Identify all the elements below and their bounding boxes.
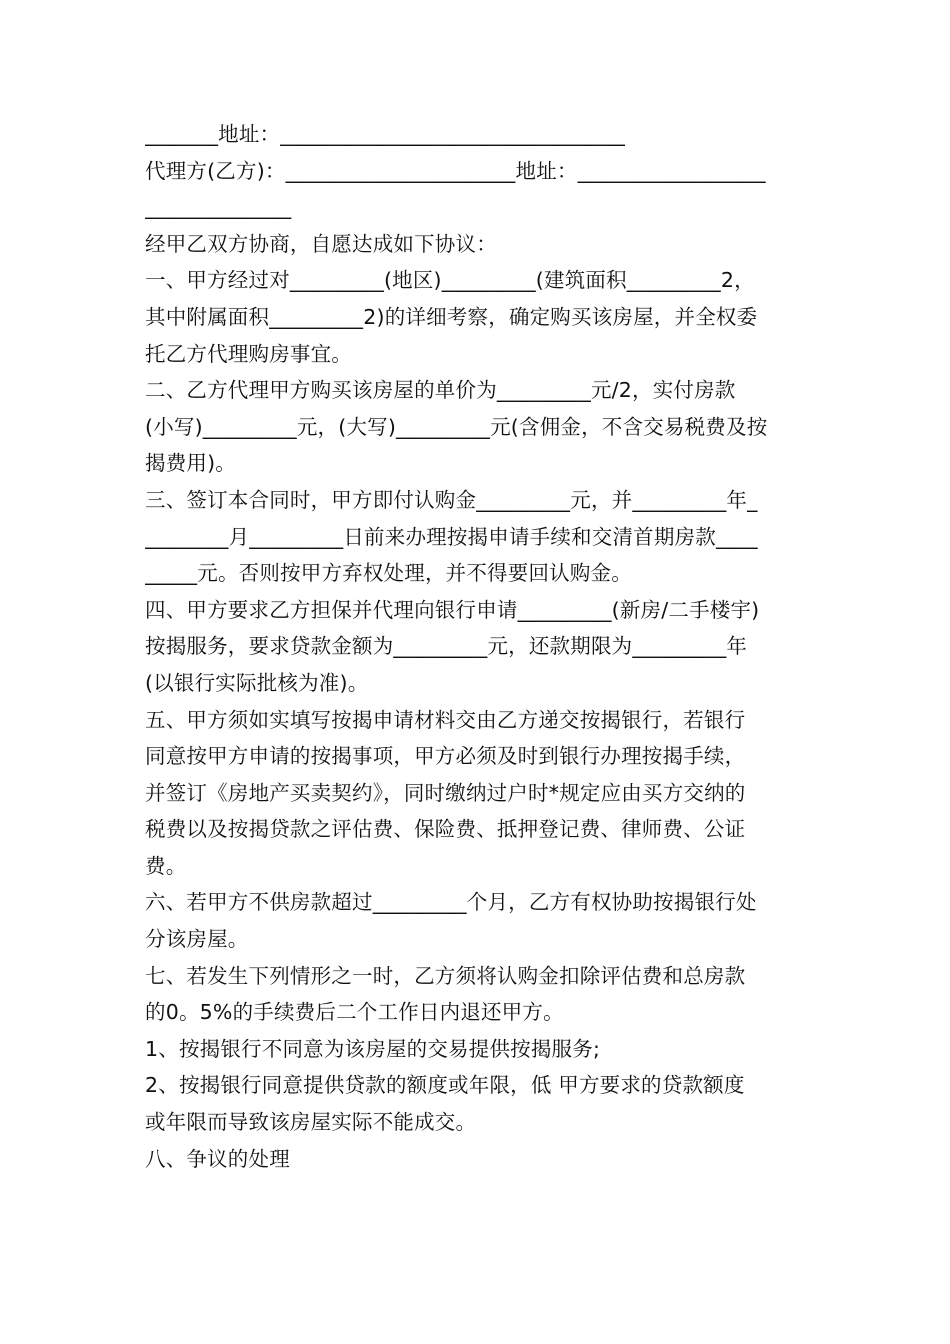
clause-5-line-2: 同意按甲方申请的按揭事项，甲方必须及时到银行办理按揭手续， (145, 744, 746, 769)
clause-2-line-1: 二、乙方代理甲方购买该房屋的单价为_________元/2，实付房款 (145, 378, 736, 403)
clause-6-line-1: 六、若甲方不供房款超过_________个月，乙方有权协助按揭银行处 (145, 890, 757, 915)
clause-7-item-2-line-1: 2、按揭银行同意提供贷款的额度或年限，低 甲方要求的贷款额度 (145, 1073, 745, 1098)
clause-7-item-1: 1、按揭银行不同意为该房屋的交易提供按揭服务; (145, 1036, 601, 1061)
clause-1-line-1: 一、甲方经过对_________(地区)_________(建筑面积_________2， (145, 268, 755, 293)
agreement-intro: 经甲乙双方协商，自愿达成如下协议： (145, 231, 497, 256)
clause-2-line-3: 揭费用)。 (145, 451, 236, 476)
clause-4-line-2: 按揭服务，要求贷款金额为_________元，还款期限为_________年 (145, 634, 748, 659)
clause-3-line-1: 三、签订本合同时，甲方即付认购金_________元，并_________年_ (145, 487, 758, 512)
clause-5-line-4: 税费以及按揭贷款之评估费、保险费、抵押登记费、律师费、公证 (145, 817, 746, 842)
clause-3-line-2: ________月_________日前来办理按揭申请手续和交清首期房款____ (145, 524, 758, 549)
clause-7-line-2: 的0。5%的手续费后二个工作日内退还甲方。 (145, 1000, 564, 1025)
clause-7-line-1: 七、若发生下列情形之一时，乙方须将认购金扣除评估费和总房款 (145, 963, 746, 988)
clause-5-line-3: 并签订《房地产买卖契约》，同时缴纳过户时*规定应由买方交纳的 (145, 780, 746, 805)
clause-5-line-5: 费。 (145, 853, 187, 878)
agent-address-continuation: ______________ (145, 195, 292, 220)
clause-8-heading: 八、争议的处理 (145, 1146, 290, 1171)
address-line-party-a: _______地址：_________________________________ (145, 122, 626, 146)
clause-4-line-3: (以银行实际批核为准)。 (145, 670, 369, 695)
clause-6-line-2: 分该房屋。 (145, 927, 249, 952)
clause-1-line-3: 托乙方代理购房事宜。 (145, 341, 352, 366)
clause-2-line-2: (小写)_________元，(大写)_________元(含佣金，不含交易税费及按 (145, 414, 768, 439)
clause-7-item-2-line-2: 或年限而导致该房屋实际不能成交。 (145, 1110, 477, 1135)
clause-3-line-3: _____元。否则按甲方弃权处理，并不得要回认购金。 (145, 561, 632, 586)
agent-party-line: 代理方(乙方)：______________________地址：__________________ (145, 158, 766, 183)
clause-1-line-2: 其中附属面积_________2)的详细考察，确定购买该房屋，并全权委 (145, 304, 758, 329)
clause-5-line-1: 五、甲方须如实填写按揭申请材料交由乙方递交按揭银行，若银行 (145, 707, 746, 732)
contract-body (145, 116, 807, 1177)
clause-4-line-1: 四、甲方要求乙方担保并代理向银行申请_________(新房/二手楼宇) (145, 597, 760, 622)
